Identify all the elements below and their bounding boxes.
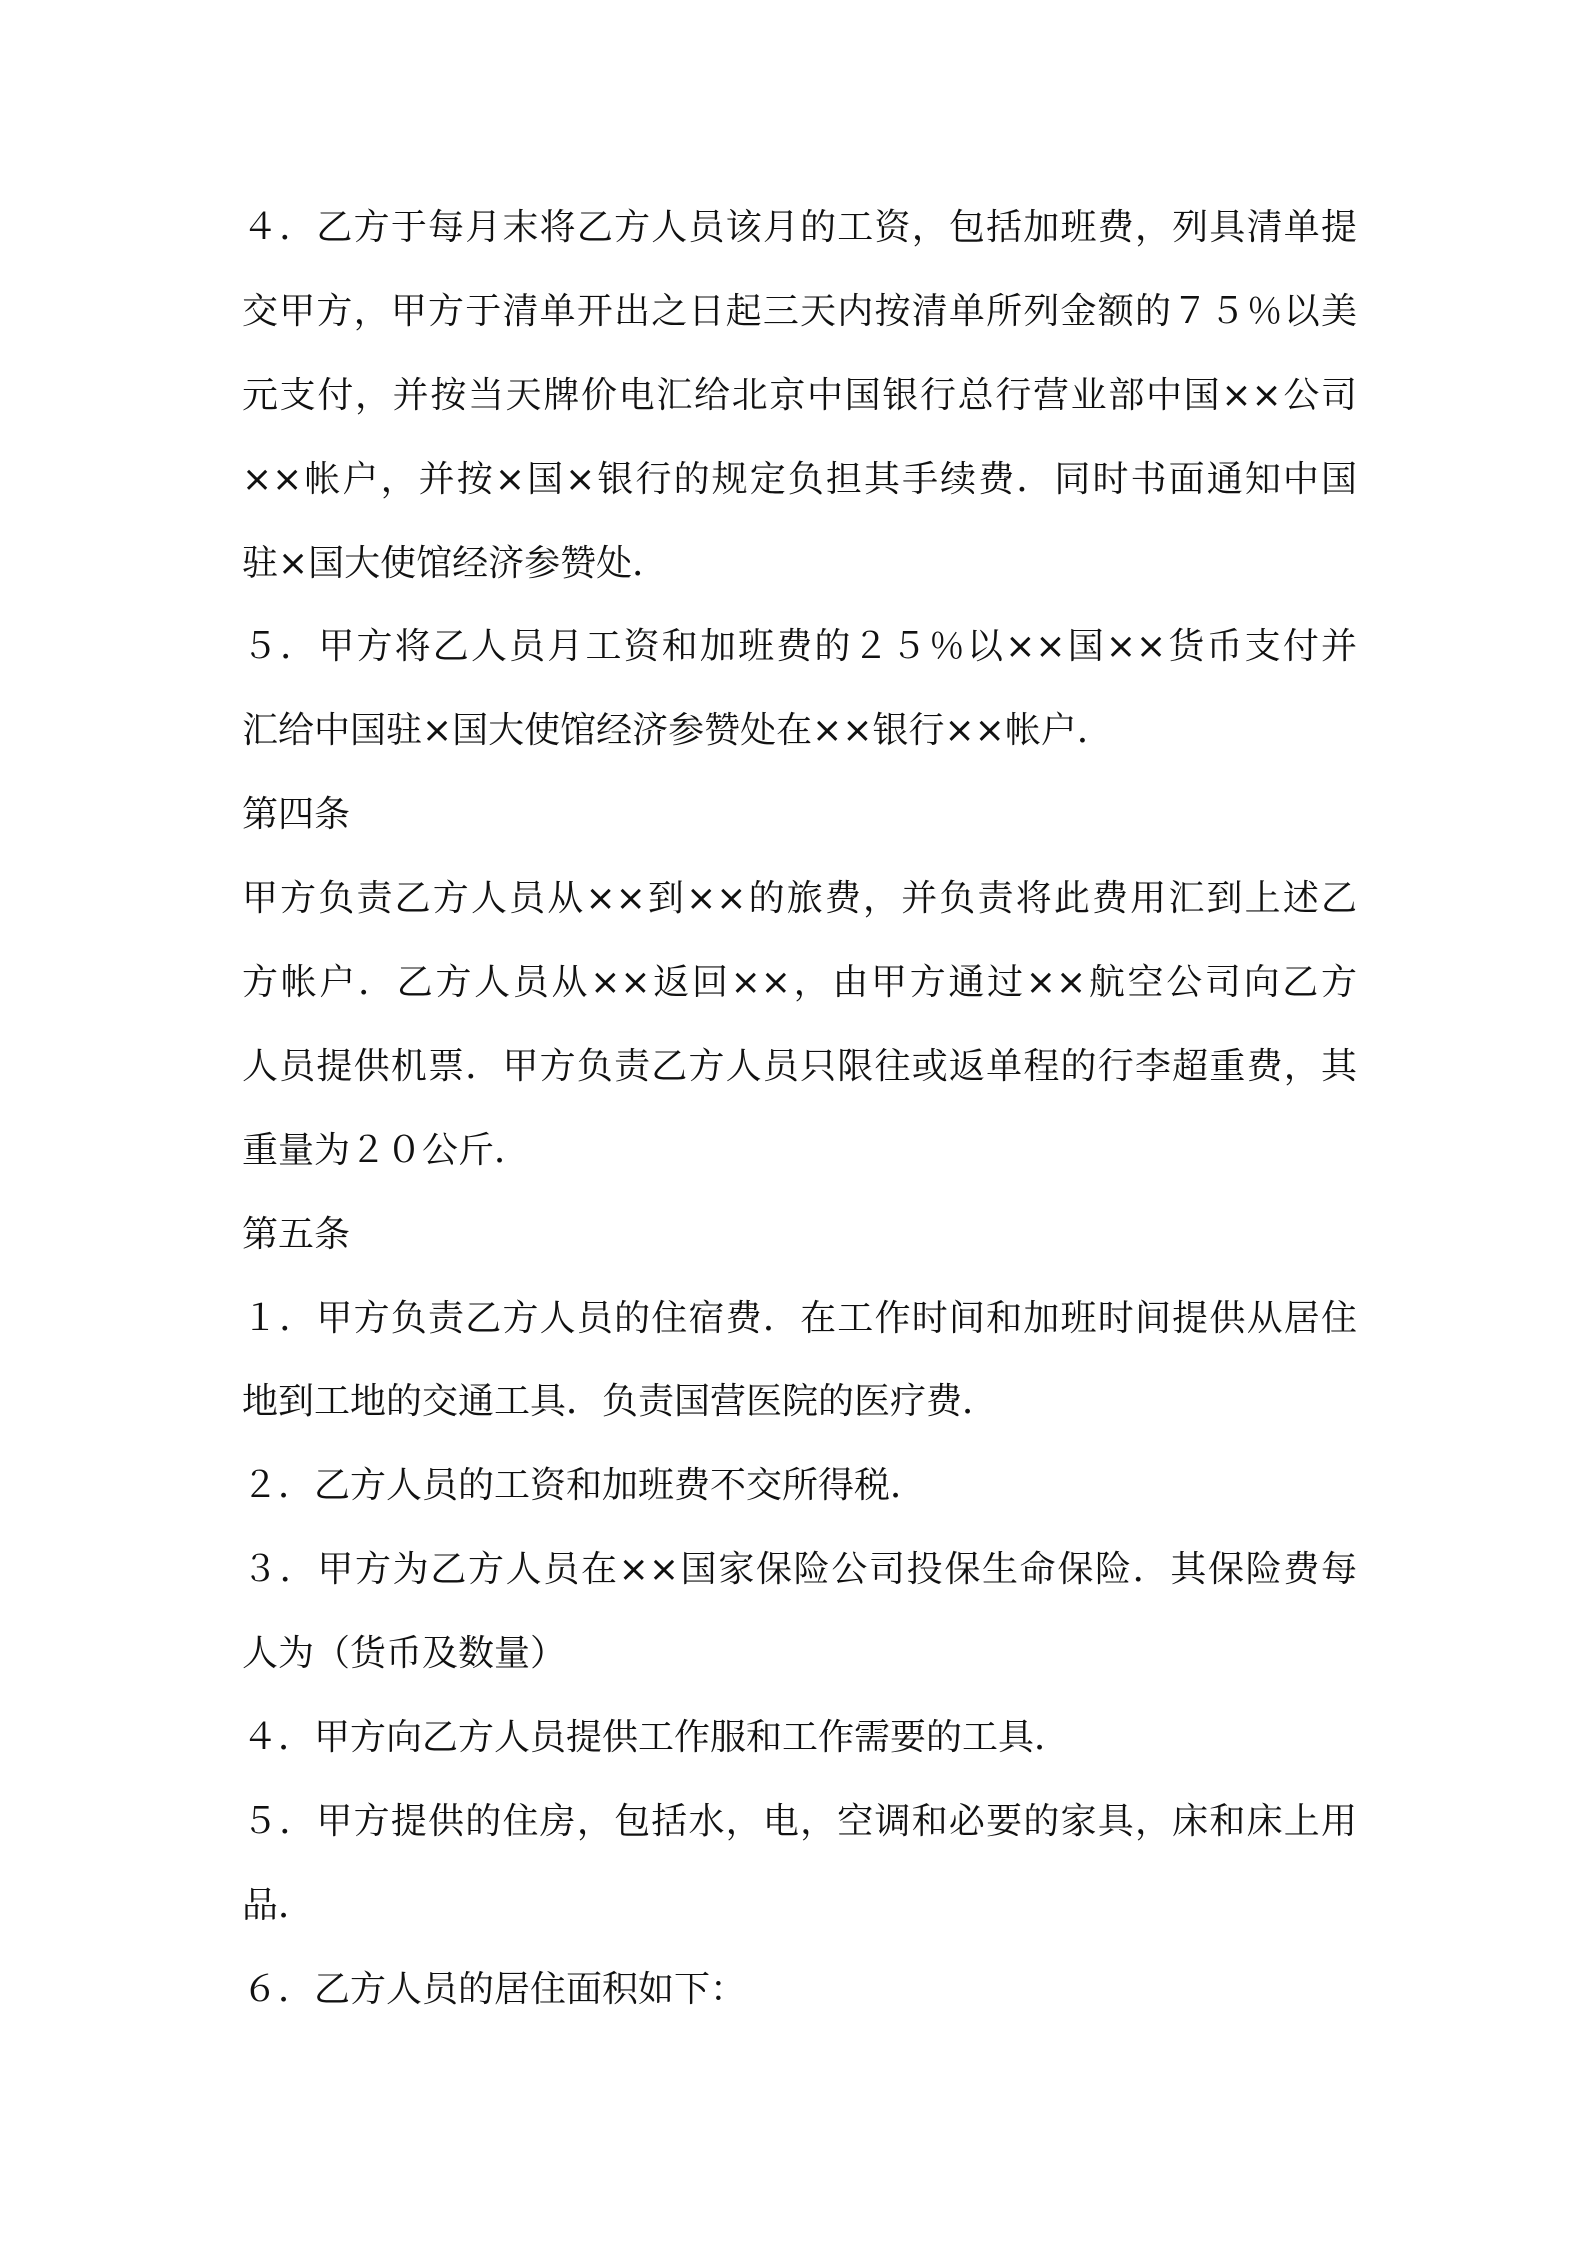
article-heading-4 <box>242 773 1357 857</box>
text-line: 地到工地的交通工具．负责国营医院的医疗费． <box>242 1381 999 1423</box>
section-heading: 第四条 <box>242 794 351 836</box>
clause-item-5 <box>242 605 1357 773</box>
document-page <box>242 186 1357 2032</box>
text-line: 驻×国大使馆经济参赞处． <box>242 542 669 584</box>
text-line: ××帐户，并按×国×银行的规定负担其手续费．同时书面通知中国 <box>242 458 1357 500</box>
text-line: １．甲方负责乙方人员的住宿费．在工作时间和加班时间提供从居住 <box>242 1297 1357 1339</box>
article-5-item-4 <box>242 1696 1357 1780</box>
text-line: ４．乙方于每月末将乙方人员该月的工资，包括加班费，列具清单提 <box>242 207 1357 248</box>
section-heading: 第五条 <box>242 1213 351 1255</box>
article-5-item-2 <box>242 1444 1357 1528</box>
text-line: ４．甲方向乙方人员提供工作服和工作需要的工具． <box>242 1717 1071 1759</box>
article-5-item-1 <box>242 1277 1357 1445</box>
text-line: 方帐户．乙方人员从××返回××，由甲方通过××航空公司向乙方 <box>242 962 1357 1004</box>
article-heading-5 <box>242 1193 1357 1277</box>
text-line: 重量为２０公斤． <box>242 1129 531 1171</box>
text-line: 元支付，并按当天牌价电汇给北京中国银行总行营业部中国××公司 <box>242 374 1357 416</box>
article-5-item-6 <box>242 1948 1357 2032</box>
article-5-item-5 <box>242 1780 1357 1948</box>
article-5-item-3 <box>242 1528 1357 1696</box>
text-line: 甲方负责乙方人员从××到××的旅费，并负责将此费用汇到上述乙 <box>242 878 1357 920</box>
text-line: 人员提供机票．甲方负责乙方人员只限往或返单程的行李超重费，其 <box>242 1045 1357 1087</box>
text-line: 人为（货币及数量） <box>242 1633 567 1675</box>
text-line: ３．甲方为乙方人员在××国家保险公司投保生命保险．其保险费每 <box>242 1549 1357 1591</box>
clause-item-4 <box>242 186 1357 605</box>
text-line: 品． <box>242 1884 315 1926</box>
text-line: ５．甲方将乙人员月工资和加班费的２５％以××国××货币支付并 <box>242 626 1357 668</box>
text-line: 汇给中国驻×国大使馆经济参赞处在××银行××帐户． <box>242 710 1113 752</box>
text-line: 交甲方，甲方于清单开出之日起三天内按清单所列金额的７５％以美 <box>242 290 1357 332</box>
text-line: ５．甲方提供的住房，包括水，电，空调和必要的家具，床和床上用 <box>242 1800 1357 1842</box>
article-4-paragraph <box>242 857 1357 1193</box>
text-line: ６．乙方人员的居住面积如下： <box>242 1968 747 2010</box>
text-line: ２．乙方人员的工资和加班费不交所得税． <box>242 1465 927 1507</box>
